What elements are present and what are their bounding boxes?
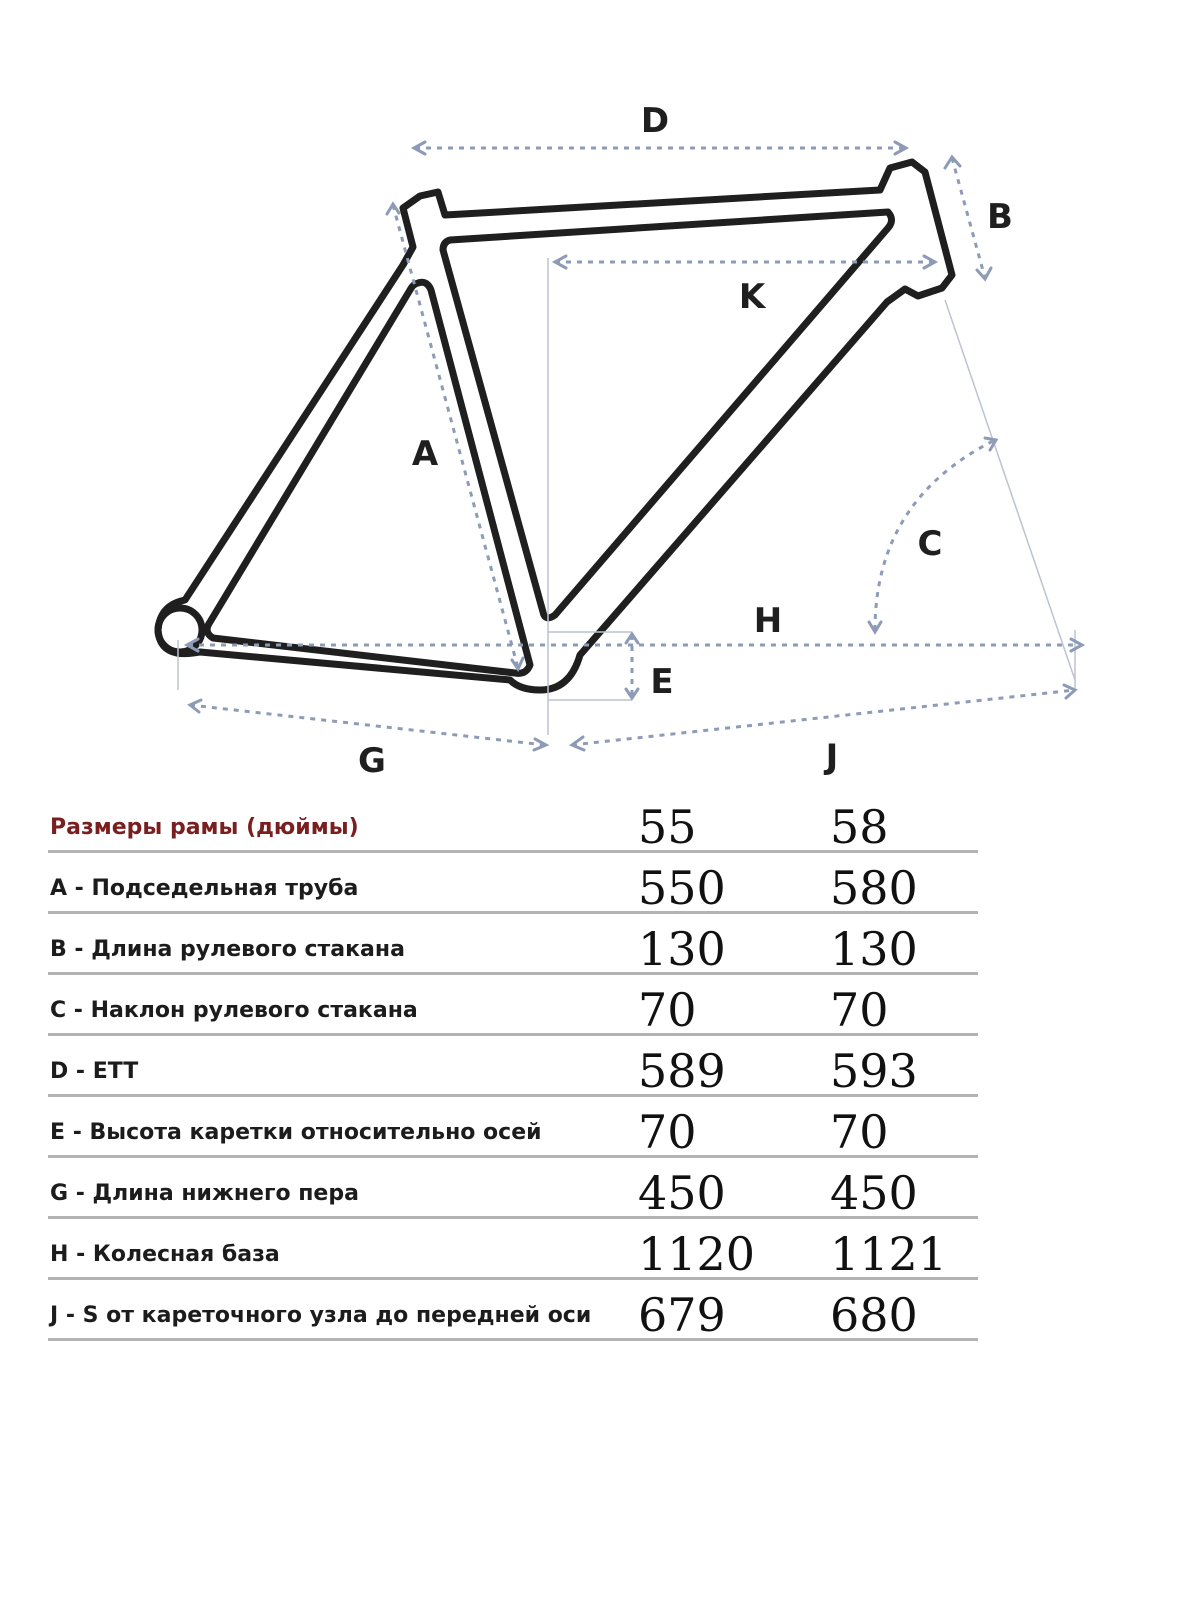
row-label: A - Подседельная труба	[50, 876, 359, 901]
row-label: G - Длина нижнего пера	[50, 1181, 359, 1206]
row-value-58: 450	[830, 1166, 918, 1220]
row-label: C - Наклон рулевого стакана	[50, 998, 418, 1023]
rear-dropout	[158, 608, 202, 652]
table-row	[48, 1280, 978, 1341]
dim-b-line	[952, 158, 985, 278]
row-value-55: 450	[638, 1166, 726, 1220]
row-value-55: 70	[638, 1105, 697, 1159]
label-e: E	[650, 662, 674, 702]
row-value-55: 70	[638, 983, 697, 1037]
label-k: K	[738, 277, 766, 317]
guide-steering-axis	[945, 300, 1075, 680]
row-value-55: 130	[638, 922, 726, 976]
row-label: E - Высота каретки относительно осей	[50, 1120, 542, 1145]
table-row	[48, 853, 978, 914]
row-label: D - ETT	[50, 1059, 139, 1084]
row-value-58: 680	[830, 1288, 918, 1342]
table-row	[48, 1158, 978, 1219]
row-label: B - Длина рулевого стакана	[50, 937, 405, 962]
table-row	[48, 975, 978, 1036]
row-value-58: 580	[830, 861, 918, 915]
label-b: B	[987, 197, 1013, 237]
label-g: G	[358, 741, 386, 780]
row-value-58: 70	[830, 1105, 889, 1159]
frame-size-table	[48, 792, 978, 1341]
row-value-55: 589	[638, 1044, 726, 1098]
size-55-header: 55	[638, 800, 697, 854]
label-a: A	[411, 434, 439, 474]
label-h: H	[753, 601, 783, 641]
row-value-58: 1121	[830, 1227, 948, 1281]
row-value-55: 1120	[638, 1227, 756, 1281]
row-value-55: 550	[638, 861, 726, 915]
label-d: D	[640, 101, 670, 141]
row-label: J - S от кареточного узла до передней оси	[50, 1303, 592, 1328]
row-label: H - Колесная база	[50, 1242, 280, 1267]
table-header-row	[48, 792, 978, 853]
row-value-55: 679	[638, 1288, 726, 1342]
row-value-58: 593	[830, 1044, 918, 1098]
table-row	[48, 1036, 978, 1097]
table-row	[48, 1097, 978, 1158]
bike-frame	[158, 162, 952, 690]
size-58-header: 58	[830, 800, 889, 854]
table-row	[48, 914, 978, 975]
dim-j-line	[572, 690, 1075, 745]
label-c: C	[917, 524, 943, 564]
label-j: J	[825, 737, 839, 777]
dim-g-line	[190, 705, 545, 745]
dimension-arrowheads	[187, 142, 1082, 750]
table-row	[48, 1219, 978, 1280]
table-header-label: Размеры рамы (дюймы)	[50, 815, 359, 840]
dimension-lines	[188, 148, 1082, 745]
bike-frame-diagram	[0, 0, 1200, 780]
row-value-58: 70	[830, 983, 889, 1037]
frame-rear-triangle	[207, 282, 530, 673]
row-value-58: 130	[830, 922, 918, 976]
